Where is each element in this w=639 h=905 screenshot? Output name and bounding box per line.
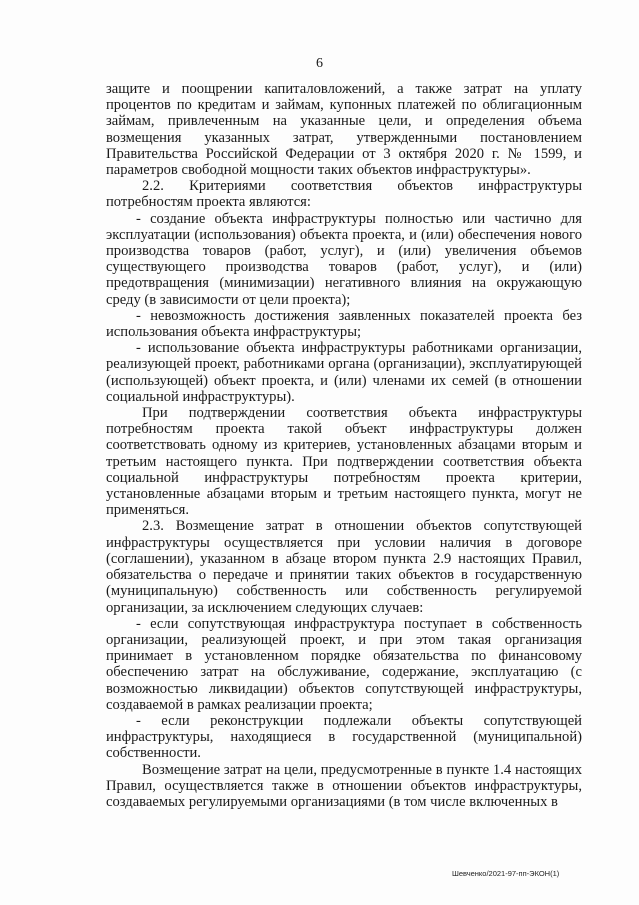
list-item-exception-1: - если сопутствующая инфраструктура поступает в собственность организации, реализующей проект, и при этом такая организация принимает в установленном порядке обязательства по финансовому обеспечению затрат на обслуживание, содержание, эксплуатацию (с возможностью ликвидации) объектов сопутствующей инфраструктуры, создаваемой в рамках реализации проекта; — [106, 615, 582, 713]
document-body — [106, 81, 582, 810]
list-item-criterion-2: - невозможность достижения заявленных показателей проекта без использования объекта инфраструктуры; — [106, 307, 582, 341]
list-item-criterion-1: - создание объекта инфраструктуры полностью или частично для эксплуатации (использования) объекта проекта, и (или) обеспечения нового производства товаров (работ, услуг), и (или) увеличения объемов существующего производства товаров (работ, услуг), и (или) предотвращения (минимизации) негативного влияния на окружающую среду (в зависимости от цели проекта); — [106, 210, 582, 308]
paragraph-continuation: защите и поощрении капиталовложений, а также затрат на уплату процентов по кредитам и займам, купонных платежей по облигационным займам, привлеченным на указанные цели, и определения объема возмещения указанных затрат, утвержденными постановлением Правительства Российской Федерации от 3 октября 2020 г. № 1599, и параметров свободной мощности таких объектов инфраструктуры». — [106, 81, 582, 179]
paragraph-2-3: 2.3. Возмещение затрат в отношении объектов сопутствующей инфраструктуры осуществляется при условии наличия в договоре (соглашении), указанном в абзаце втором пункта 2.9 настоящих Правил, обязательства о передаче и принятии таких объектов в государственную (муниципальную) собственность или собственность регулируемой организации, за исключением следующих случаев: — [106, 518, 582, 616]
list-item-exception-2: - если реконструкции подлежали объекты сопутствующей инфраструктуры, находящиеся в государственной (муниципальной) собственности. — [106, 712, 582, 762]
list-item-criterion-3: - использование объекта инфраструктуры работниками организации, реализующей проект, работниками органа (организации), эксплуатирующей (использующей) объект проекта, и (или) членами их семей (в отношении социальной инфраструктуры). — [106, 340, 582, 405]
paragraph-confirmation: При подтверждении соответствия объекта инфраструктуры потребностям проекта такой объект инфраструктуры должен соответствовать одному из критериев, установленных абзацами вторым и третьим настоящего пункта. При подтверждении соответствия объекта социальной инфраструктуры потребностям проекта критерии, установленные абзацами вторым и третьим настоящего пункта, могут не применяться. — [106, 405, 582, 519]
paragraph-2-2: 2.2. Критериями соответствия объектов инфраструктуры потребностям проекта являются: — [106, 178, 582, 211]
page-number: 6 — [316, 56, 323, 71]
footer-document-code: Шевченко/2021-97-пп-ЭКОН(1) — [452, 869, 560, 878]
paragraph-reimbursement: Возмещение затрат на цели, предусмотренные в пункте 1.4 настоящих Правил, осуществляется также в отношении объектов инфраструктуры, создаваемых регулируемыми организациями (в том числе включенных в — [106, 761, 582, 810]
